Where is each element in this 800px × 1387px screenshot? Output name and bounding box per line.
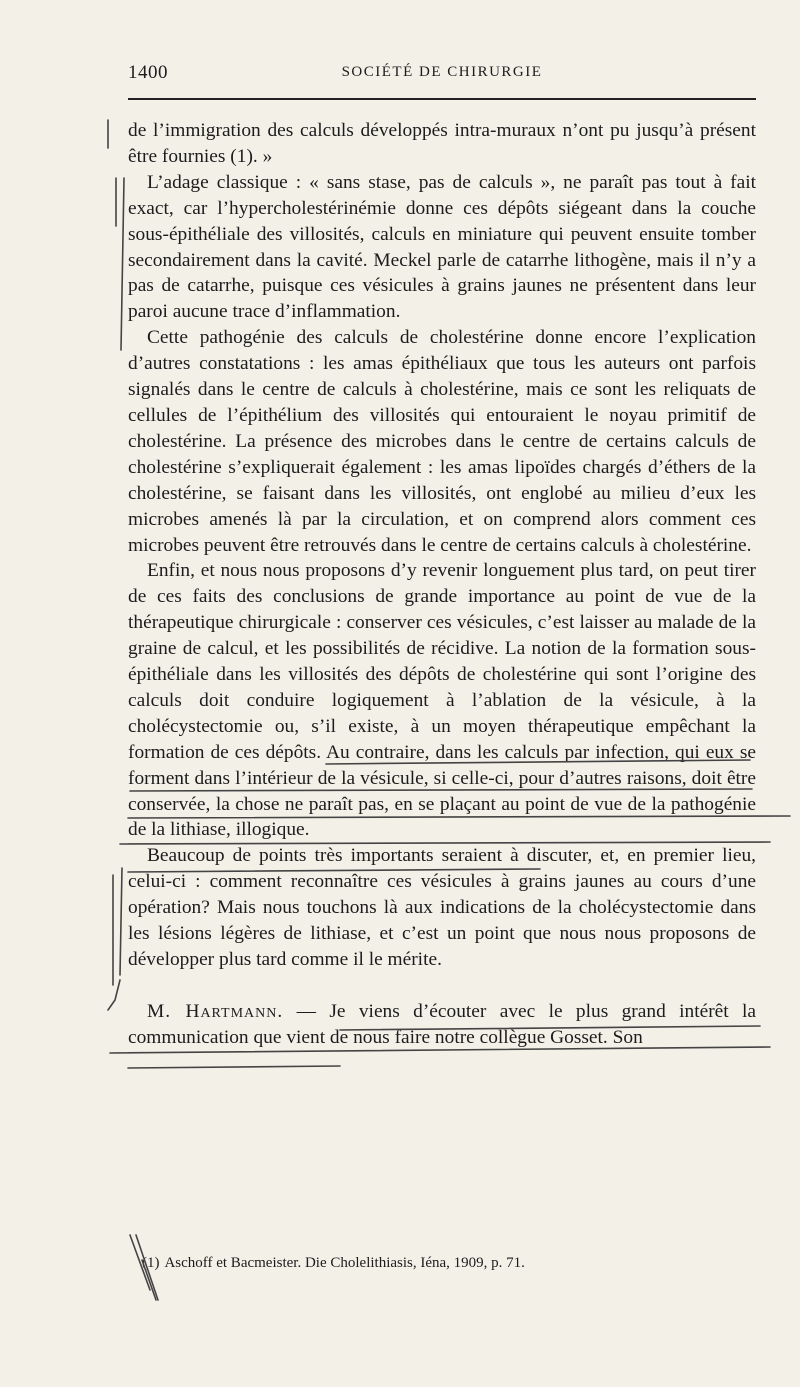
paragraph-therapeutique: Enfin, et nous nous proposons d’y revenir longuement plus tard, on peut tirer de ces faits des conclusions de grande importance au point de vue de la thérapeutique chirurgicale : conserver ces vésicules, c’est laisser au malade de la graine de calcul, et les possibilités de récidive. La notion de la formation sous-épithéliale dans les villosités des dépôts de cholestérine qui sont l’origine des calculs doit conduire logiquement à l’ablation de la vésicule, à la cholécystectomie ou, s’il existe, à un moyen thérapeutique empêchant la formation de ces dépôts. Au contraire, dans les calculs par infection, qui eux se forment dans l’intérieur de la vésicule, si celle-ci, pour d’autres raisons, doit être conservée, la chose ne paraît pas, en se plaçant au point de vue de la pathogénie de la lithiase, illogique.	[128, 560, 756, 841]
margin-bracket-low	[108, 980, 120, 1010]
speaker-name: M. Hartmann.	[147, 1000, 284, 1022]
footnote	[142, 1253, 756, 1273]
paragraph-hartmann	[128, 999, 756, 1051]
footnote-mark: (1)	[142, 1255, 160, 1271]
paragraph-continuation: de l’immigration des calculs développés intra-muraux n’ont pu jusqu’à présent être fournies (1). »	[128, 120, 756, 167]
margin-bracket-mid	[113, 868, 122, 985]
paragraph-points: Beaucoup de points très importants seraient à discuter, et, en premier lieu, celui-ci : comment reconnaître ces vésicules à grains jaunes au cours d’une opération? Mais nous touchons là aux indications de la cholécystectomie dans les lésions légères de lithiase, et c’est un point que nous nous proposons de développer plus tard comme il le mérite.	[128, 845, 756, 970]
margin-bracket-top	[108, 120, 124, 350]
paragraph-adage: L’adage classique : « sans stase, pas de calculs », ne paraît pas tout à fait exact, car l’hypercholestérinémie donne ces dépôts siégeant dans la couche sous-épithéliale des villosités, calculs en miniature qui peuvent ensuite tomber secondairement dans la cavité. Meckel parle de catarrhe lithogène, mais il n’y a pas de catarrhe, puisque ces vésicules à grains jaunes ne présentent dans leur paroi aucune trace d’inflammation.	[128, 171, 756, 323]
page-header	[128, 62, 756, 86]
body-text	[128, 118, 756, 1051]
strike-1	[128, 1066, 340, 1068]
page-number: 1400	[128, 62, 168, 83]
speaker-text: — Je viens d’écouter avec le plus grand intérêt la communication que vient de nous faire notre collègue Gosset. Son	[128, 1000, 756, 1048]
running-head: SOCIÉTÉ DE CHIRURGIE	[341, 64, 543, 80]
footnote-text: Aschoff et Bacmeister. Die Cholelithiasis, Iéna, 1909, p. 71.	[164, 1255, 525, 1271]
header-rule	[128, 98, 756, 100]
paragraph-pathogenie: Cette pathogénie des calculs de cholestérine donne encore l’explication d’autres constatations : les amas épithéliaux que tous les auteurs ont parfois signalés dans le centre de calculs à cholestérine, mais ce sont les reliquats de cellules de l’épithélium des villosités qui entouraient le noyau primitif de cholestérine. La présence des microbes dans le centre de certains calculs de cholestérine s’expliquerait également : les amas lipoïdes chargés d’éthers de la cholestérine, se faisant dans les villosités, ont englobé au milieu d’eux les microbes amenés là par la circulation, et on comprend alors comment ces microbes peuvent être retrouvés dans le centre de certains calculs à cholestérine.	[128, 327, 756, 556]
